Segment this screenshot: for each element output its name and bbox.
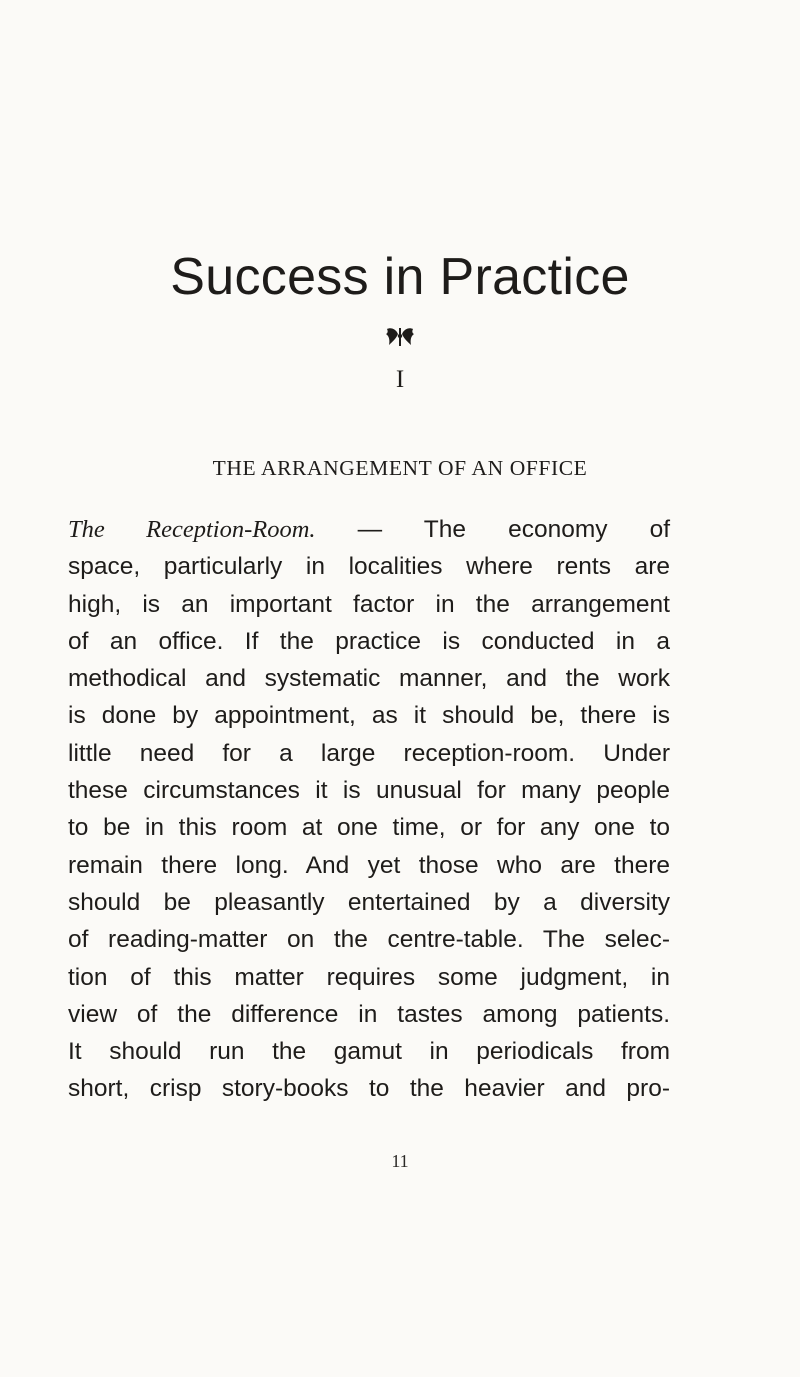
first-line	[68, 511, 670, 548]
chapter-number: I	[395, 366, 405, 393]
book-title: Success in Practice	[170, 248, 630, 306]
leaf-ornament-icon	[385, 326, 415, 348]
section-heading: The Reception-Room.	[68, 516, 316, 543]
text-line: methodical and systematic manner, and the work	[68, 665, 670, 693]
text-line: should be pleasantly entertained by a diversity	[68, 888, 670, 916]
text-line: these circumstances it is unusual for many people	[68, 777, 670, 805]
text-line: short, crisp story-books to the heavier and pro-	[68, 1075, 670, 1103]
text-line: is done by appointment, as it should be, there is	[68, 702, 670, 730]
first-line-text: — The economy of	[357, 516, 670, 543]
page-number: 11	[391, 1151, 409, 1171]
chapter-title: THE ARRANGEMENT OF AN OFFICE	[212, 456, 588, 480]
section-body	[68, 511, 670, 1108]
text-line: high, is an important factor in the arrangement	[68, 590, 670, 618]
text-line: of reading-matter on the centre-table. The selec-	[68, 926, 670, 954]
text-line: It should run the gamut in periodicals from	[68, 1038, 670, 1066]
text-line: to be in this room at one time, or for any one to	[68, 814, 670, 842]
text-line: of an office. If the practice is conducted in a	[68, 627, 670, 655]
text-line: space, particularly in localities where rents are	[68, 553, 670, 581]
text-line: view of the difference in tastes among patients.	[68, 1000, 670, 1028]
text-line: tion of this matter requires some judgment, in	[68, 963, 670, 991]
text-line: little need for a large reception-room. Under	[68, 739, 670, 767]
text-line: remain there long. And yet those who are there	[68, 851, 670, 879]
